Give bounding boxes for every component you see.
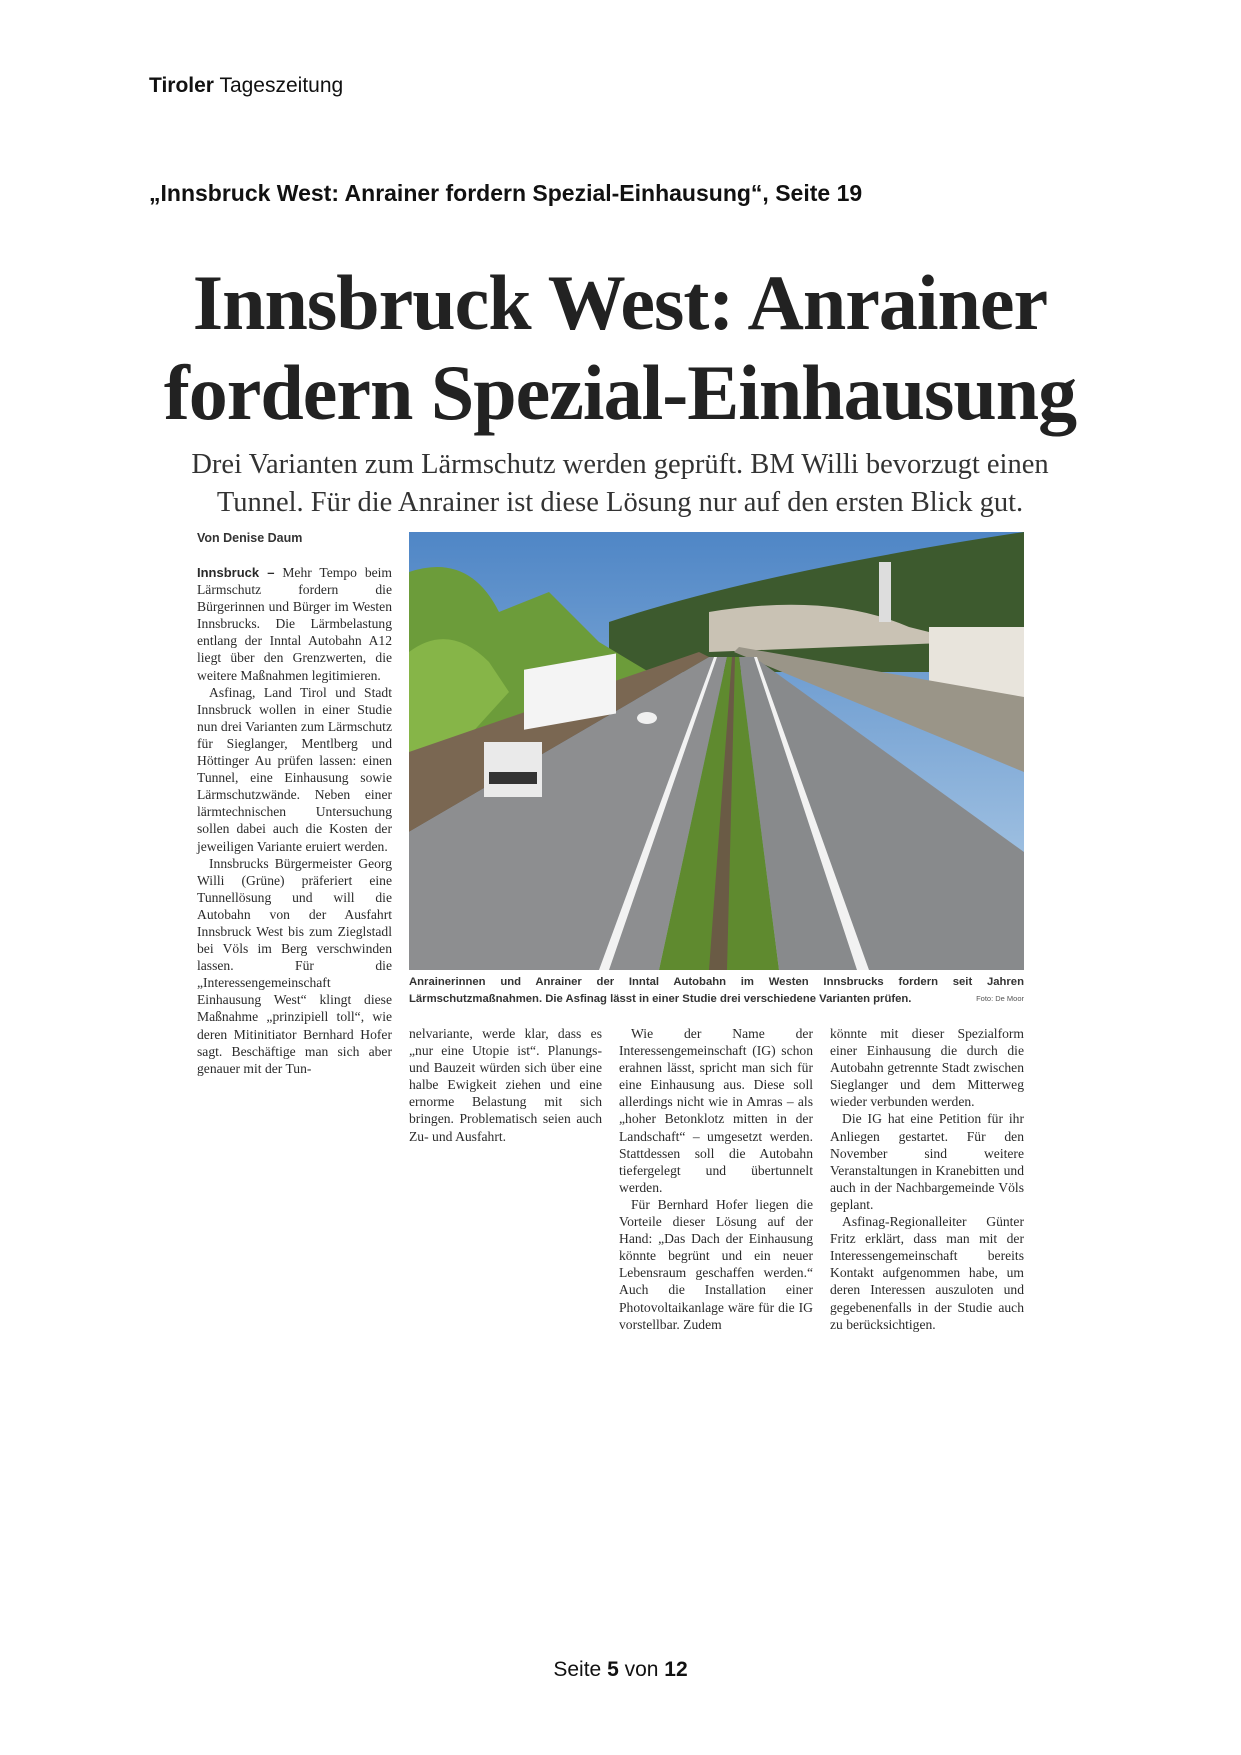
- text-column-2: [409, 1025, 602, 1145]
- paragraph: Asfinag-Regionalleiter Günter Fritz erklärt, dass man mit der Interessengemeinschaft bereits Kontakt aufgenommen habe, um deren Interessen auszuloten und gegebenenfalls in der Studie auch zu berücksichtigen.: [830, 1214, 1024, 1332]
- article-reference: „Innsbruck West: Anrainer fordern Spezial-Einhausung“, Seite 19: [149, 180, 863, 206]
- current-page: 5: [607, 1658, 619, 1681]
- subheadline-line: Drei Varianten zum Lärmschutz werden geprüft. BM Willi bevorzugt einen: [191, 449, 1049, 480]
- paragraph: Innsbrucks Bürgermeister Georg Willi (Grüne) präferiert eine Tunnellösung und will die Autobahn von der Ausfahrt Innsbruck West bis zum Zieglstadl bei Völs im Berg verschwinden lassen. Für die „Interessengemeinschaft Einhausung West“ klingt diese Maßnahme „prinzipiell toll“, wie deren Mitinitiator Bernhard Hofer sagt. Beschäftige man sich aber genauer mit der Tun-: [197, 855, 392, 1076]
- page-prefix: Seite: [553, 1658, 602, 1681]
- newspaper-name: [149, 74, 343, 98]
- paragraph: Wie der Name der Interessengemeinschaft (IG) schon erahnen lässt, spricht man sich für eine Einhausung aus. Diese soll allerdings nicht wie in Amras – als „hoher Betonklotz mitten in der Landschaft“ – umgesetzt werden. Stattdessen soll die Autobahn tiefergelegt und übertunnelt werden.: [619, 1026, 813, 1195]
- headline-line: Innsbruck West: Anrainer: [192, 259, 1048, 346]
- text-column-1: [197, 564, 392, 1077]
- newspaper-name-rest: Tageszeitung: [219, 74, 344, 97]
- subheadline: [150, 446, 1090, 522]
- paragraph: Für Bernhard Hofer liegen die Vorteile dieser Lösung auf der Hand: „Das Dach der Einhausung könnte begrünt und ein neuer Lebensraum geschaffen werden.“ Auch die Installation einer Photovoltaikanlage wäre für die IG vorstellbar. Zudem: [619, 1196, 813, 1332]
- paragraph: könnte mit dieser Spezialform einer Einhausung die durch die Autobahn getrennte Stadt zwischen Sieglanger und dem Mitterweg wieder verbunden werden.: [830, 1026, 1024, 1110]
- text-column-3: [619, 1025, 813, 1333]
- dateline: Innsbruck –: [197, 565, 275, 580]
- subheadline-line: Tunnel. Für die Anrainer ist diese Lösung nur auf den ersten Blick gut.: [216, 487, 1024, 518]
- total-pages: 12: [664, 1658, 688, 1681]
- byline: Von Denise Daum: [197, 531, 303, 545]
- newspaper-name-bold: Tiroler: [149, 74, 214, 97]
- photo-credit: Foto: De Moor: [976, 994, 1024, 1003]
- text-column-4: [830, 1025, 1024, 1333]
- page-number: [0, 1658, 1241, 1682]
- paragraph-text: Mehr Tempo beim Lärmschutz fordern die Bürgerinnen und Bürger im Westen Innsbrucks. Die Lärmbelastung entlang der Inntal Autobahn A12 liegt über den Grenzwerten, die weitere Maßnahmen legitimieren.: [197, 565, 393, 683]
- paragraph: Die IG hat eine Petition für ihr Anliegen gestartet. Für den November sind weitere Veranstaltungen in Kranebitten und auch in der Nachbargemeinde Völs geplant.: [830, 1111, 1024, 1212]
- article-photo-highway: [409, 532, 1024, 970]
- paragraph: Asfinag, Land Tirol und Stadt Innsbruck wollen in einer Studie nun drei Varianten zum Lärmschutz für Sieglanger, Mentlberg und Höttinger Au prüfen lassen: einen Tunnel, eine Einhausung sowie Lärmschutzwände. Neben einer lärmtechnischen Untersuchung sollen dabei auch die Kosten der jeweiligen Variante eruiert werden.: [197, 684, 392, 854]
- paragraph: [197, 564, 392, 684]
- page-of: von: [624, 1658, 659, 1681]
- photo-caption: Anrainerinnen und Anrainer der Inntal Autobahn im Westen Innsbrucks fordern seit Jahren Lärmschutzmaßnahmen. Die Asfinag lässt in einer Studie drei verschiedene Varianten prüfen.: [409, 976, 1024, 1005]
- headline: [140, 258, 1100, 438]
- paragraph: nelvariante, werde klar, dass es „nur eine Utopie ist“. Planungs- und Bauzeit würden sich über eine halbe Ewigkeit ziehen und eine ernorme Belastung mit sich bringen. Problematisch seien auch Zu- und Ausfahrt.: [409, 1026, 602, 1144]
- headline-line: fordern Spezial-Einhausung: [163, 349, 1077, 436]
